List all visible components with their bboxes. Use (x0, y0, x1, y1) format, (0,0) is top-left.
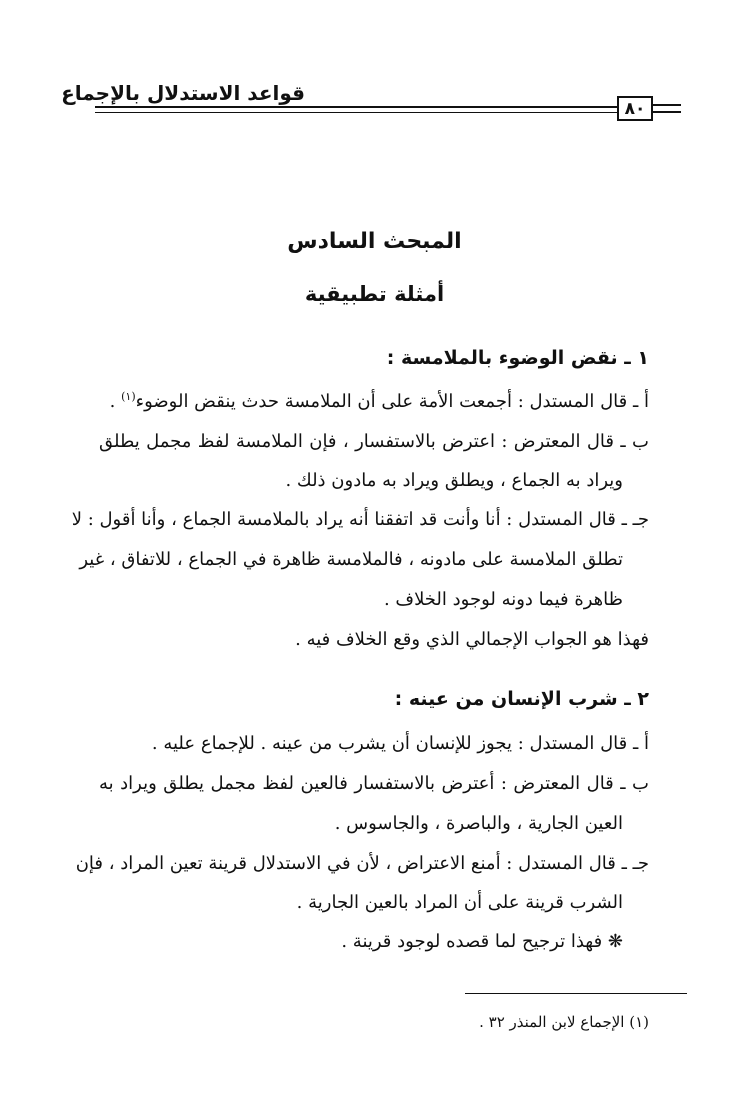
footnote-separator (465, 993, 687, 994)
example-1-para-a-text: أ ـ قال المستدل : أجمعت الأمة على أن الملامسة حدث ينقض الوضوء (135, 391, 649, 412)
example-2-para-b-line-2: العين الجارية ، والباصرة ، والجاسوس . (334, 813, 623, 834)
section-subtitle: أمثلة تطبيقية (304, 282, 445, 306)
page-number: ٨٠ (617, 96, 653, 121)
example-2-para-c-line-2: الشرب قرينة على أن المراد بالعين الجارية . (296, 892, 623, 913)
example-1-para-b-line-2: ويراد به الجماع ، ويطلق ويراد به مادون ذلك . (285, 470, 623, 491)
example-2-title: ٢ ـ شرب الإنسان من عينه : (394, 688, 649, 710)
footnote-ref: (١) (121, 390, 136, 403)
footnote: (١) الإجماع لابن المنذر ٣٢ . (479, 1013, 649, 1031)
example-1-para-c-line-2: تطلق الملامسة على مادونه ، فالملامسة ظاهرة في الجماع ، للاتفاق ، غير (79, 549, 623, 570)
header-rule-bottom (95, 112, 617, 113)
example-1-para-c-line-3: ظاهرة فيما دونه لوجود الخلاف . (383, 589, 623, 610)
example-1-title: ١ ـ نقض الوضوء بالملامسة : (386, 347, 649, 369)
example-1-para-c-line-1: جـ ـ قال المستدل : أنا وأنت قد اتفقنا أنه يراد بالملامسة الجماع ، وأنا أقول : لا (71, 509, 649, 530)
example-2-conclusion: ❋ فهذا ترجيح لما قصده لوجود قرينة . (341, 931, 623, 952)
running-title: قواعد الاستدلال بالإجماع (61, 81, 305, 105)
example-1-para-a-end: . (109, 391, 122, 412)
example-2-para-c-line-1: جـ ـ قال المستدل : أمنع الاعتراض ، لأن في الاستدلال قرينة تعين المراد ، فإن (75, 853, 649, 874)
page-number-rule-top (653, 104, 681, 106)
example-1-para-b-line-1: ب ـ قال المعترض : اعترض بالاستفسار ، فإن الملامسة لفظ مجمل يطلق (99, 431, 649, 452)
section-title: المبحث السادس (287, 229, 462, 254)
page-number-rule-bottom (653, 111, 681, 113)
example-2-para-b-line-1: ب ـ قال المعترض : أعترض بالاستفسار فالعين لفظ مجمل يطلق ويراد به (99, 773, 649, 794)
example-1-para-a (99, 380, 649, 419)
example-2-para-a: أ ـ قال المستدل : يجوز للإنسان أن يشرب من عينه . للإجماع عليه . (151, 733, 649, 754)
example-1-conclusion: فهذا هو الجواب الإجمالي الذي وقع الخلاف فيه . (295, 629, 649, 650)
header-rule-top (95, 106, 617, 108)
